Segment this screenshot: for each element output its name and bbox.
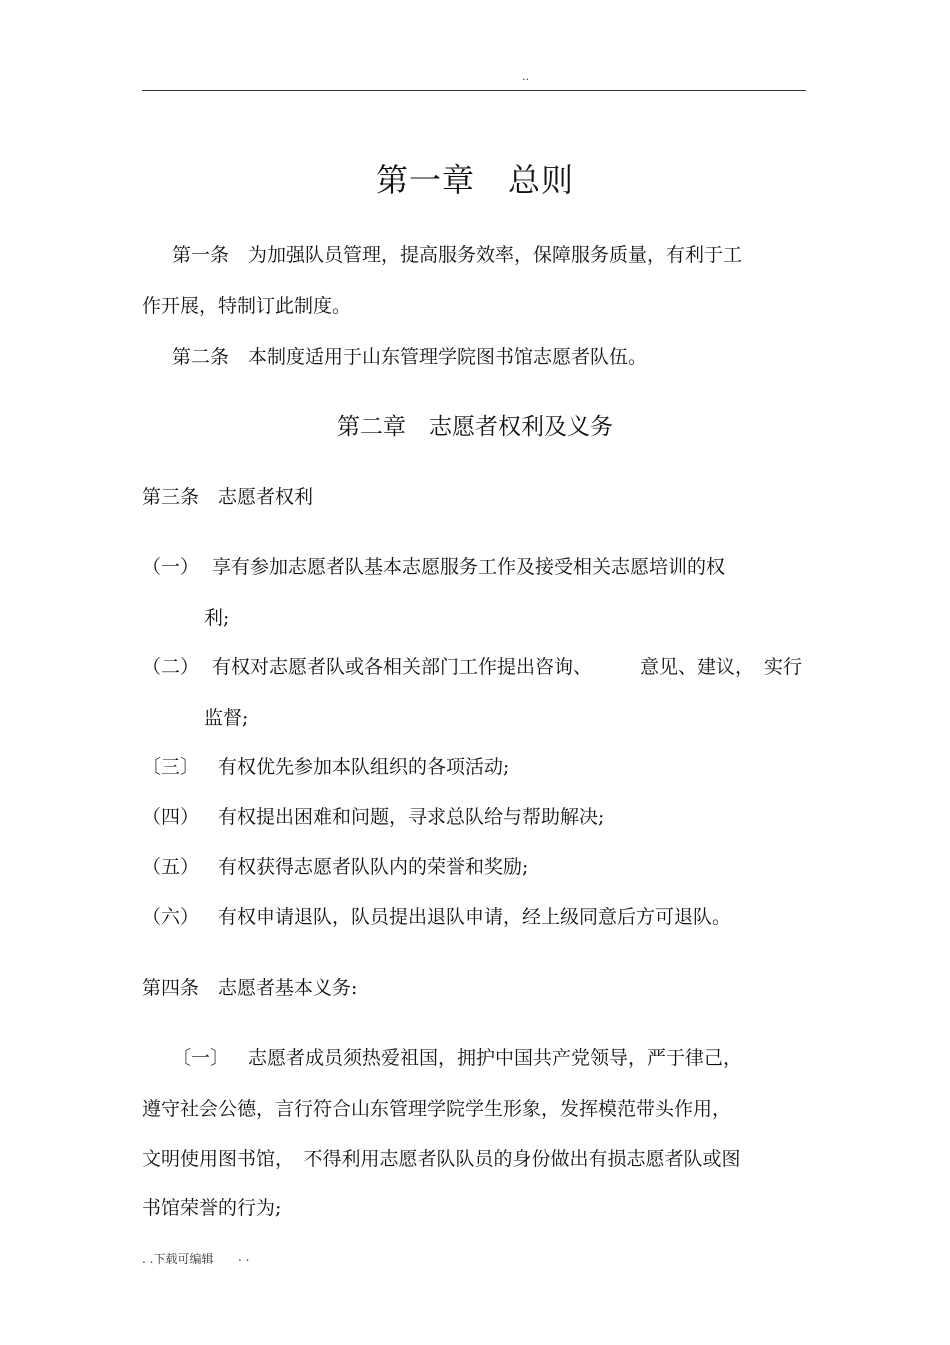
duty-1-line-1: 志愿者成员须热爱祖国，拥护中国共产党领导，严于律己， <box>248 1047 743 1069</box>
right-4-line-1: 有权提出困难和问题，寻求总队给与帮助解决; <box>218 806 605 828</box>
duty-1-line-3: 文明使用图书馆， 不得利用志愿者队队员的身份做出有损志愿者队或图 <box>142 1148 741 1170</box>
right-2-line-1: 有权对志愿者队或各相关部门工作提出咨询、 <box>212 656 593 678</box>
right-2-marker: （二） <box>142 656 200 678</box>
header-rule <box>142 90 806 91</box>
article-4-title: 第四条 志愿者基本义务: <box>142 977 358 999</box>
chapter-1-title: 第一章 总则 <box>375 161 574 199</box>
right-3-marker: 〔三〕 <box>142 756 200 778</box>
right-6-marker: （六） <box>142 906 200 928</box>
right-5-marker: （五） <box>142 856 200 878</box>
header-mark: .. <box>522 70 529 83</box>
article-3-title: 第三条 志愿者权利 <box>142 486 314 508</box>
right-2-line-2: 监督; <box>204 707 249 729</box>
article-1-line-2: 作开展，特制订此制度。 <box>142 295 352 317</box>
right-5-line-1: 有权获得志愿者队队内的荣誉和奖励; <box>218 856 529 878</box>
right-6-line-1: 有权申请退队，队员提出退队申请，经上级同意后方可退队。 <box>218 906 732 928</box>
footer-right: . . <box>238 1250 250 1264</box>
duty-1-marker: 〔一〕 <box>172 1047 230 1069</box>
right-2-line-1c: 实行 <box>764 656 803 678</box>
chapter-2-title: 第二章 志愿者权利及义务 <box>337 414 613 440</box>
duty-1-line-2: 遵守社会公德，言行符合山东管理学院学生形象，发挥模范带头作用， <box>142 1098 732 1120</box>
right-1-line-1: 享有参加志愿者队基本志愿服务工作及接受相关志愿培训的权 <box>212 556 726 578</box>
right-1-marker: （一） <box>142 556 200 578</box>
right-4-marker: （四） <box>142 806 200 828</box>
right-1-line-2: 利; <box>204 607 230 629</box>
right-2-line-1b: 意见、建议， <box>640 656 755 678</box>
footer-left: . .下载可编辑 <box>142 1252 214 1266</box>
right-3-line-1: 有权优先参加本队组织的各项活动; <box>218 756 510 778</box>
article-2: 第二条 本制度适用于山东管理学院图书馆志愿者队伍。 <box>172 346 648 368</box>
article-1-line-1: 第一条 为加强队员管理，提高服务效率，保障服务质量，有利于工 <box>172 244 743 266</box>
duty-1-line-4: 书馆荣誉的行为; <box>142 1197 282 1219</box>
